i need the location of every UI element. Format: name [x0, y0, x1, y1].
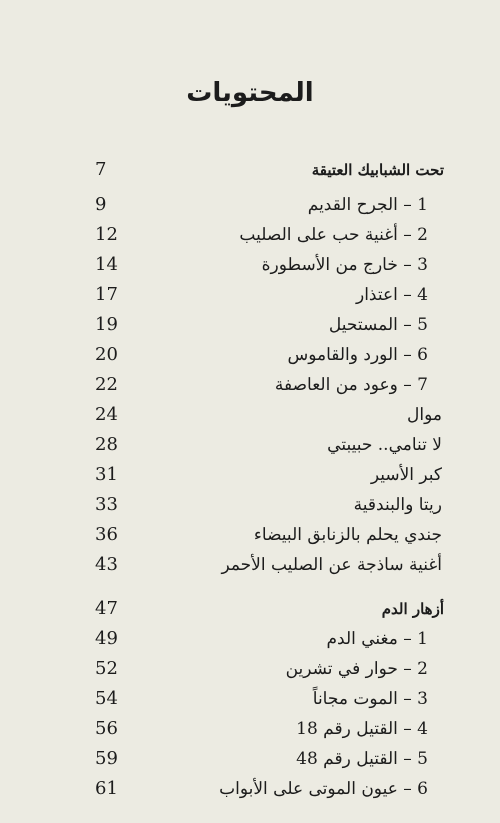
- toc-entry: [0, 654, 500, 684]
- toc-entry: [0, 155, 500, 185]
- toc-entry-label: 5 – المستحيل: [328, 315, 428, 335]
- toc-entry-label: 1 – الجرح القديم: [307, 195, 428, 215]
- toc-entry-label: جندي يحلم بالزنابق البيضاء: [253, 525, 442, 545]
- toc-entry-label: 5 – القتيل رقم 48: [296, 749, 428, 769]
- toc-entry-label: أزهار الدم: [381, 600, 444, 618]
- toc-entry: [0, 624, 500, 654]
- toc-entry: [0, 280, 500, 310]
- toc-entry-page: 49: [95, 628, 118, 649]
- toc-entry-page: 59: [95, 748, 118, 769]
- toc-entry: [0, 250, 500, 280]
- toc-entry-page: 22: [95, 374, 118, 395]
- toc-entry-page: 31: [95, 464, 118, 485]
- toc-entry-page: 28: [95, 434, 118, 455]
- toc-entry-page: 20: [95, 344, 118, 365]
- toc-entry-label: 7 – وعود من العاصفة: [274, 375, 428, 395]
- toc-entry-label: تحت الشبابيك العتيقة: [311, 161, 444, 179]
- toc-entry-page: 17: [95, 284, 118, 305]
- toc-entry: [0, 430, 500, 460]
- toc-entry-page: 33: [95, 494, 118, 515]
- toc-entry-label: 3 – خارج من الأسطورة: [261, 255, 428, 275]
- toc-entry-page: 24: [95, 404, 118, 425]
- toc-entry-label: 3 – الموت مجاناً: [312, 689, 428, 709]
- toc-entry: [0, 190, 500, 220]
- toc-entry: [0, 310, 500, 340]
- toc-entry-page: 52: [95, 658, 118, 679]
- toc-entry-label: ريتا والبندقية: [353, 495, 442, 515]
- toc-entry-label: أغنية ساذجة عن الصليب الأحمر: [221, 555, 442, 575]
- toc-entry: [0, 460, 500, 490]
- toc-entry-label: 2 – حوار في تشرين: [285, 659, 428, 679]
- toc-entry-label: 4 – اعتذار: [356, 285, 428, 305]
- toc-entry: [0, 684, 500, 714]
- toc-entry: [0, 220, 500, 250]
- toc-entry: [0, 520, 500, 550]
- toc-entry-label: 6 – عيون الموتى على الأبواب: [219, 779, 428, 799]
- toc-entry-page: 47: [95, 598, 118, 619]
- toc-entry: [0, 550, 500, 580]
- toc-entry-label: كبر الأسير: [370, 465, 442, 485]
- toc-entry: [0, 714, 500, 744]
- page-title: المحتويات: [186, 78, 314, 108]
- toc-entry: [0, 744, 500, 774]
- toc-entry: [0, 490, 500, 520]
- toc-entry-page: 7: [95, 159, 107, 180]
- toc-entry-page: 36: [95, 524, 118, 545]
- toc-entry-label: 4 – القتيل رقم 18: [296, 719, 428, 739]
- toc-entry-label: موال: [407, 405, 442, 425]
- toc-entry: [0, 370, 500, 400]
- toc-entry-label: 2 – أغنية حب على الصليب: [239, 225, 428, 245]
- toc-entry: [0, 774, 500, 804]
- toc-entry-label: 1 – مغني الدم: [326, 629, 428, 649]
- toc-entry-page: 14: [95, 254, 118, 275]
- toc-entry: [0, 594, 500, 624]
- toc-entry-page: 54: [95, 688, 118, 709]
- toc-entry-page: 43: [95, 554, 118, 575]
- toc-entry: [0, 340, 500, 370]
- toc-entry-label: لا تنامي.. حبيبتي: [327, 435, 442, 455]
- toc-entry-label: 6 – الورد والقاموس: [287, 345, 428, 365]
- toc-entry-page: 12: [95, 224, 118, 245]
- toc-entry: [0, 400, 500, 430]
- toc-entry-page: 9: [95, 194, 107, 215]
- toc-entry-page: 61: [95, 778, 118, 799]
- toc-entry-page: 19: [95, 314, 118, 335]
- toc-entry-page: 56: [95, 718, 118, 739]
